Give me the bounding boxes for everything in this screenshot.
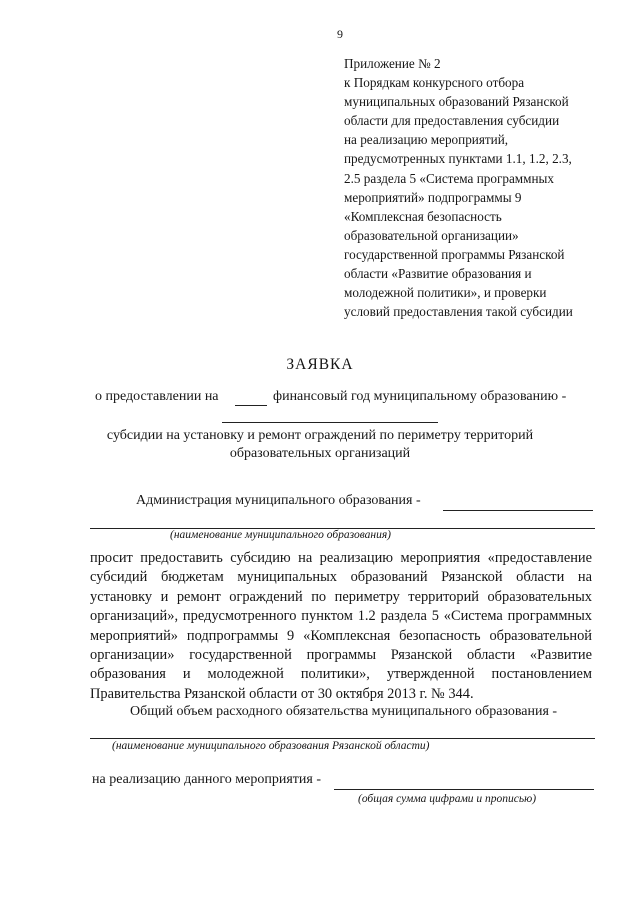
request-line-start: о предоставлении на: [95, 389, 219, 404]
volume-text: Общий объем расходного обязательства муниципального образования -: [130, 704, 558, 719]
appendix-line: предусмотренных пунктами 1.1, 1.2, 2.3,: [344, 151, 572, 167]
appendix-line: области для предоставления субсидии: [344, 113, 560, 129]
municipality-blank: [222, 422, 438, 423]
page-number: 9: [337, 27, 343, 41]
request-line-end: финансовый год муниципальному образованию -: [273, 389, 567, 404]
appendix-line: государственной программы Рязанской: [344, 246, 565, 262]
year-blank: [235, 405, 267, 406]
document-title: ЗАЯВКА: [286, 356, 354, 373]
appendix-line: Приложение № 2: [344, 56, 441, 71]
appendix-line: 2.5 раздела 5 «Система программных: [344, 170, 555, 186]
admin-caption: (наименование муниципального образования): [170, 529, 392, 541]
appendix-line: муниципальных образований Рязанской: [344, 94, 569, 110]
appendix-line: «Комплексная безопасность: [344, 208, 502, 224]
body-text: просит предоставить субсидию на реализацию мероприятия «предоставление субсидий бюджетам муниципальных образований Рязанской области на установку и ремонт ограждений по периметру территорий образовательных организаций», предусмотренного пунктом 1.2 раздела 5 «Система программных мероприятий» подпрограммы 9 «Комплексная безопасность образовательной организации» государственной программы Рязанской области «Развитие образования и молодежной политики», утвержденной постановлением Правительства Рязанской области от 30 октября 2013 г. № 344.: [90, 550, 592, 702]
subsidy-line-1: субсидии на установку и ремонт ограждений по периметру территорий: [106, 428, 534, 443]
admin-label: Администрация муниципального образования -: [136, 493, 421, 508]
admin-blank: [443, 510, 593, 511]
appendix-line: мероприятий» подпрограммы 9: [344, 189, 522, 205]
appendix-line: условий предоставления такой субсидии: [344, 304, 573, 320]
appendix-line: на реализацию мероприятий,: [344, 132, 509, 148]
implementation-caption: (общая сумма цифрами и прописью): [358, 793, 537, 805]
volume-name-line: [90, 738, 595, 739]
appendix-line: молодежной политики», и проверки: [344, 285, 547, 301]
appendix-line: области «Развитие образования и: [344, 266, 532, 282]
volume-caption: (наименование муниципального образования Рязанской области): [112, 740, 430, 752]
subsidy-line-2: образовательных организаций: [229, 446, 411, 461]
appendix-header: [344, 54, 573, 321]
appendix-line: к Порядкам конкурсного отбора: [344, 75, 525, 91]
implementation-label: на реализацию данного мероприятия -: [92, 772, 322, 787]
implementation-blank: [334, 789, 594, 790]
appendix-line: образовательной организации»: [344, 227, 519, 243]
body-paragraph: [90, 549, 592, 704]
